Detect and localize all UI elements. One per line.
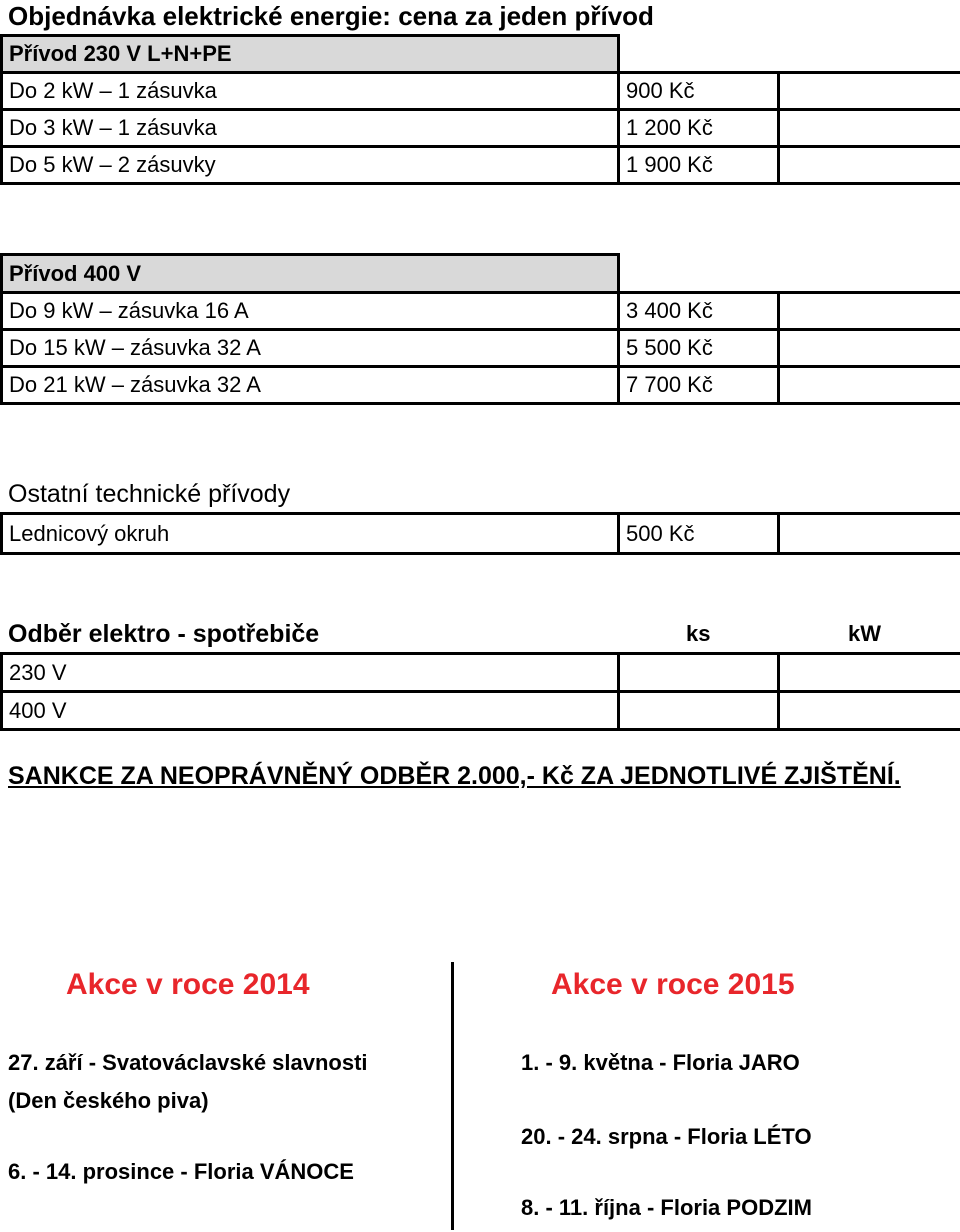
row-label: Lednicový okruh — [2, 514, 619, 554]
section-400v-header: Přívod 400 V — [2, 255, 619, 293]
order-cell[interactable] — [779, 110, 960, 147]
table-other — [0, 512, 960, 555]
kw-cell[interactable] — [779, 654, 960, 692]
order-cell[interactable] — [779, 330, 960, 367]
table-row — [2, 293, 960, 330]
row-label: Do 9 kW – zásuvka 16 A — [2, 293, 619, 330]
table-row — [2, 147, 960, 184]
order-cell[interactable] — [779, 73, 960, 110]
row-label: Do 5 kW – 2 zásuvky — [2, 147, 619, 184]
table-consumption — [0, 652, 960, 731]
row-price: 1 200 Kč — [619, 110, 779, 147]
table-row — [2, 330, 960, 367]
event-item: (Den českého piva) — [8, 1088, 209, 1113]
order-cell[interactable] — [779, 147, 960, 184]
row-price: 3 400 Kč — [619, 293, 779, 330]
event-item: 6. - 14. prosince - Floria VÁNOCE — [8, 1159, 354, 1184]
ks-cell[interactable] — [619, 654, 779, 692]
column-divider — [451, 962, 454, 1230]
event-item: 8. - 11. října - Floria PODZIM — [521, 1195, 812, 1220]
row-price: 900 Kč — [619, 73, 779, 110]
section-other-title: Ostatní technické přívody — [8, 480, 291, 508]
row-label: 400 V — [2, 692, 619, 730]
event-item: 27. září - Svatováclavské slavnosti — [8, 1050, 368, 1075]
column-ks-label: ks — [686, 621, 711, 646]
row-label: Do 21 kW – zásuvka 32 A — [2, 367, 619, 404]
order-cell[interactable] — [779, 367, 960, 404]
ks-cell[interactable] — [619, 692, 779, 730]
section-consumption-title: Odběr elektro - spotřebiče — [8, 620, 320, 648]
row-label: Do 3 kW – 1 zásuvka — [2, 110, 619, 147]
row-price: 500 Kč — [619, 514, 779, 554]
event-item: 20. - 24. srpna - Floria LÉTO — [521, 1124, 812, 1149]
table-row — [2, 692, 960, 730]
row-label: 230 V — [2, 654, 619, 692]
table-230v — [0, 34, 960, 185]
row-price: 5 500 Kč — [619, 330, 779, 367]
sanction-notice: SANKCE ZA NEOPRÁVNĚNÝ ODBĚR 2.000,- Kč ZA JEDNOTLIVÉ ZJIŠTĚNÍ. — [8, 762, 901, 790]
row-label: Do 2 kW – 1 zásuvka — [2, 73, 619, 110]
akce-2014-title: Akce v roce 2014 — [66, 968, 310, 1001]
table-row — [2, 73, 960, 110]
event-item: 1. - 9. května - Floria JARO — [521, 1050, 800, 1075]
row-price: 1 900 Kč — [619, 147, 779, 184]
table-row — [2, 367, 960, 404]
akce-2015-title: Akce v roce 2015 — [551, 968, 795, 1001]
page-title: Objednávka elektrické energie: cena za jeden přívod — [8, 1, 654, 31]
row-label: Do 15 kW – zásuvka 32 A — [2, 330, 619, 367]
table-400v — [0, 253, 960, 405]
order-cell[interactable] — [779, 514, 960, 554]
row-price: 7 700 Kč — [619, 367, 779, 404]
kw-cell[interactable] — [779, 692, 960, 730]
table-row — [2, 654, 960, 692]
section-230v-header: Přívod 230 V L+N+PE — [2, 36, 619, 73]
order-cell[interactable] — [779, 293, 960, 330]
table-row — [2, 110, 960, 147]
table-row — [2, 514, 960, 554]
column-kw-label: kW — [848, 621, 881, 646]
